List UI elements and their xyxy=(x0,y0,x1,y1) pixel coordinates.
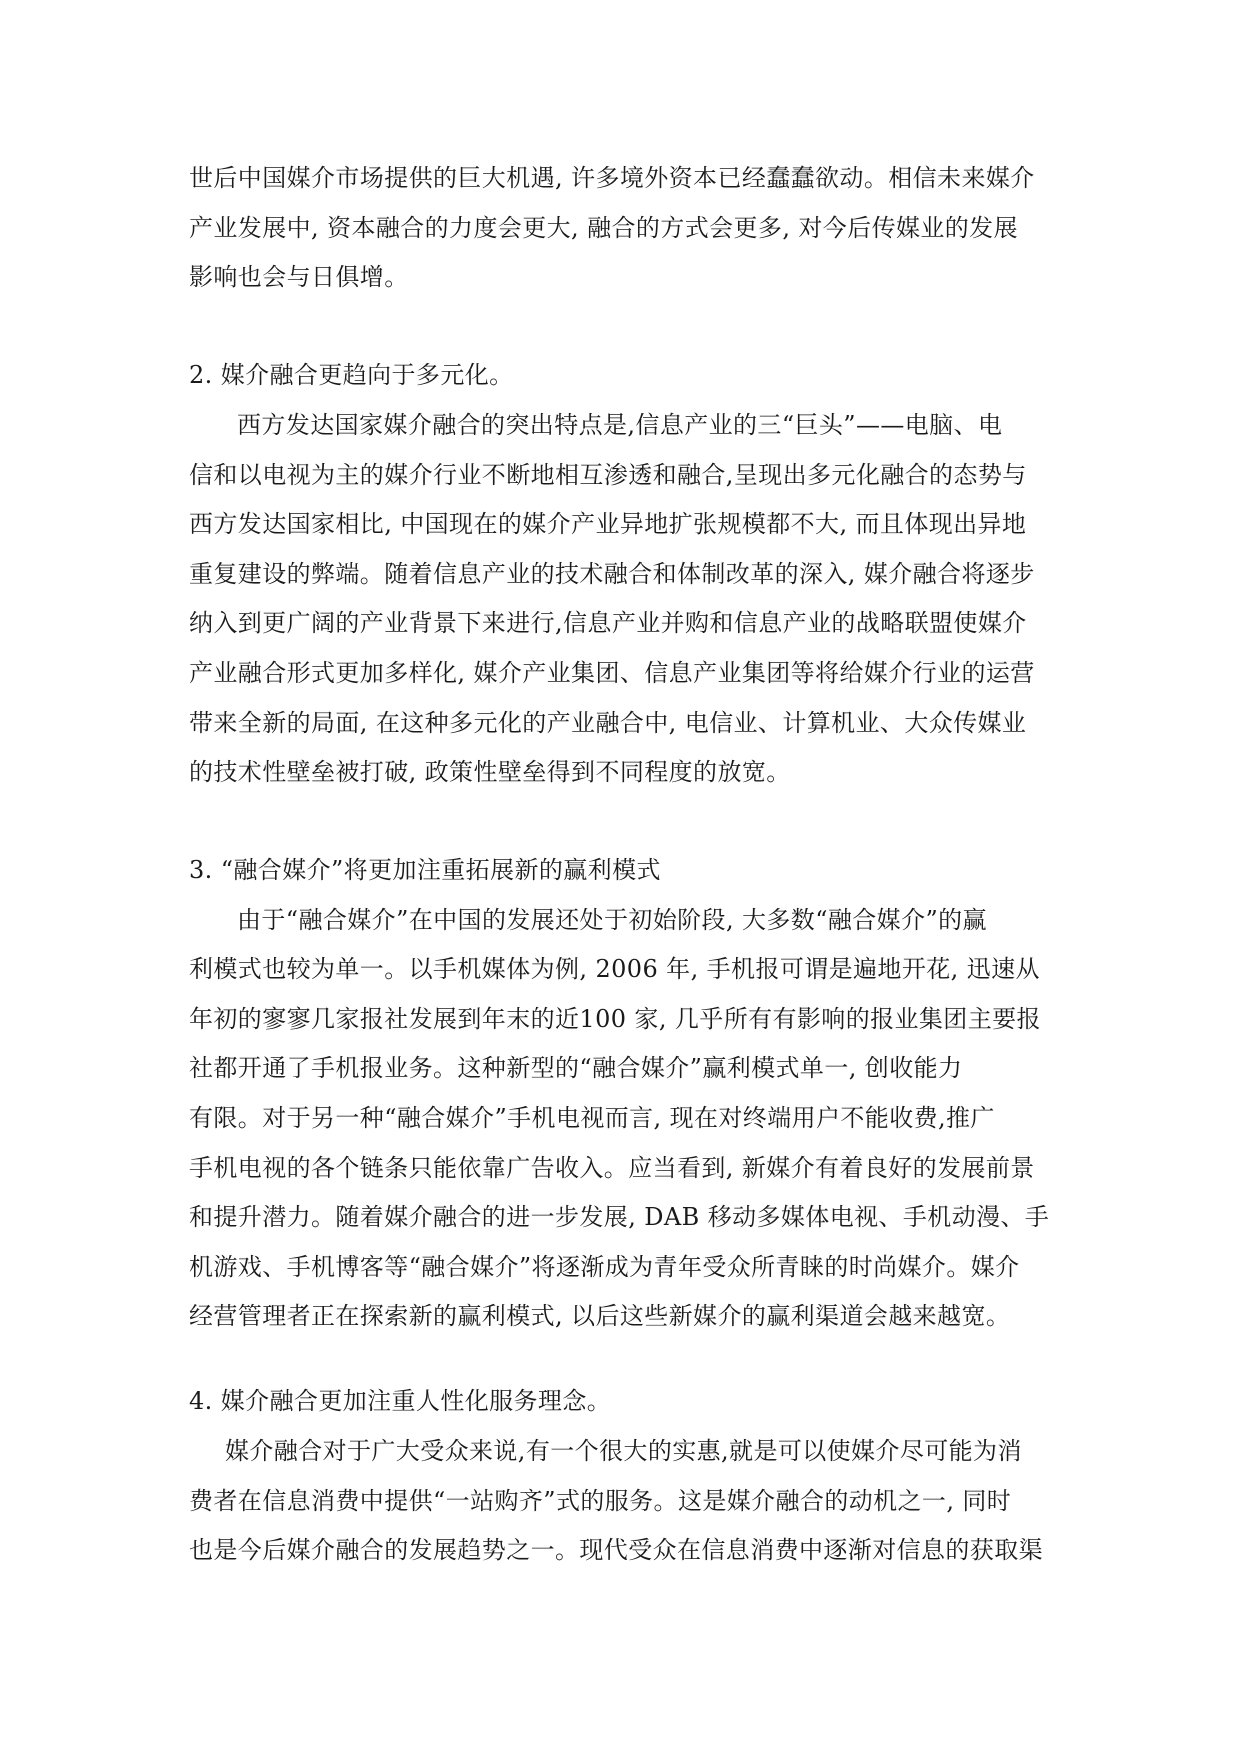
text-line: 年初的寥寥几家报社发展到年末的近100 家, 几乎所有有影响的报业集团主要报 xyxy=(189,1005,1041,1033)
text-line: 西方发达国家相比, 中国现在的媒介产业异地扩张规模都不大, 而且体现出异地 xyxy=(189,510,1027,538)
text-line: 产业发展中, 资本融合的力度会更大, 融合的方式会更多, 对今后传媒业的发展 xyxy=(189,214,1018,242)
text-line: 纳入到更广阔的产业背景下来进行,信息产业并购和信息产业的战略联盟使媒介 xyxy=(189,609,1027,637)
text-line: 信和以电视为主的媒介行业不断地相互渗透和融合,呈现出多元化融合的态势与 xyxy=(189,461,1027,489)
section-heading: 3. “融合媒介”将更加注重拓展新的赢利模式 xyxy=(189,856,661,884)
text-line: 西方发达国家媒介融合的突出特点是,信息产业的三“巨头”——电脑、电 xyxy=(237,411,1003,439)
text-line: 影响也会与日俱增。 xyxy=(189,263,409,291)
text-line: 手机电视的各个链条只能依靠广告收入。应当看到, 新媒介有着良好的发展前景 xyxy=(189,1154,1035,1182)
text-line: 经营管理者正在探索新的赢利模式, 以后这些新媒介的赢利渠道会越来越宽。 xyxy=(189,1302,1011,1330)
text-line: 也是今后媒介融合的发展趋势之一。现代受众在信息消费中逐渐对信息的获取渠 xyxy=(189,1536,1043,1564)
text-line: 的技术性壁垒被打破, 政策性壁垒得到不同程度的放宽。 xyxy=(189,758,791,786)
text-line: 世后中国媒介市场提供的巨大机遇, 许多境外资本已经蠢蠢欲动。相信未来媒介 xyxy=(189,164,1035,192)
text-line: 机游戏、手机博客等“融合媒介”将逐渐成为青年受众所青睐的时尚媒介。媒介 xyxy=(189,1253,1020,1281)
text-line: 有限。对于另一种“融合媒介”手机电视而言, 现在对终端用户不能收费,推广 xyxy=(189,1104,995,1132)
text-line: 费者在信息消费中提供“一站购齐”式的服务。这是媒介融合的动机之一, 同时 xyxy=(189,1487,1012,1515)
text-line: 带来全新的局面, 在这种多元化的产业融合中, 电信业、计算机业、大众传媒业 xyxy=(189,709,1027,737)
text-line: 媒介融合对于广大受众来说,有一个很大的实惠,就是可以使媒介尽可能为消 xyxy=(225,1437,1022,1465)
text-line: 和提升潜力。随着媒介融合的进一步发展, DAB 移动多媒体电视、手机动漫、手 xyxy=(189,1203,1050,1231)
text-line: 利模式也较为单一。以手机媒体为例, 2006 年, 手机报可谓是遍地开花, 迅速从 xyxy=(189,955,1040,983)
text-line: 产业融合形式更加多样化, 媒介产业集团、信息产业集团等将给媒介行业的运营 xyxy=(189,659,1035,687)
section-heading: 2. 媒介融合更趋向于多元化。 xyxy=(189,361,514,389)
text-line: 社都开通了手机报业务。这种新型的“融合媒介”赢利模式单一, 创收能力 xyxy=(189,1054,963,1082)
section-heading: 4. 媒介融合更加注重人性化服务理念。 xyxy=(189,1387,612,1415)
text-line: 由于“融合媒介”在中国的发展还处于初始阶段, 大多数“融合媒介”的赢 xyxy=(237,906,987,934)
text-line: 重复建设的弊端。随着信息产业的技术融合和体制改革的深入, 媒介融合将逐步 xyxy=(189,560,1035,588)
